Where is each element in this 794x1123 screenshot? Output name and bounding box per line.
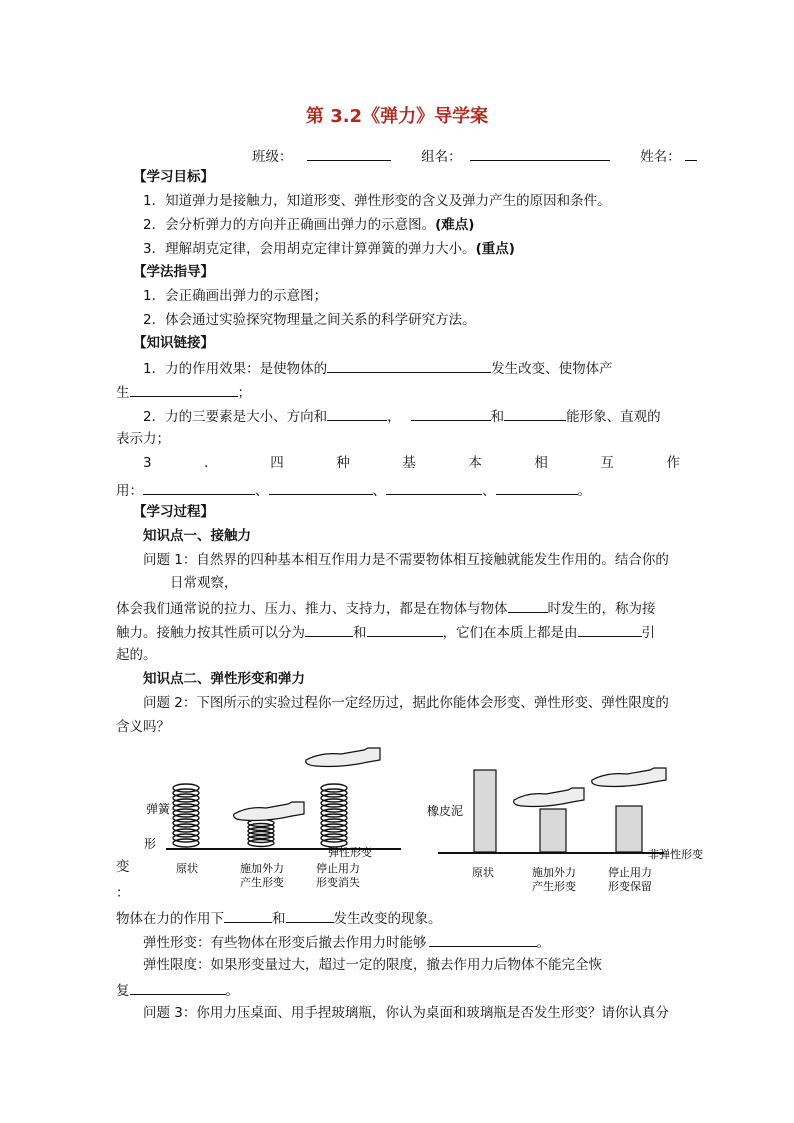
goal-3-text: 3．理解胡克定律，会用胡克定律计算弹簧的弹力大小。 <box>143 241 476 257</box>
class-blank[interactable] <box>307 146 391 161</box>
link-q3-char: 基 <box>402 455 416 471</box>
method-1: 1．会正确画出弹力的示意图； <box>143 288 328 304</box>
right-side-label: 非弹性形变 <box>648 848 703 861</box>
link-q3-blank-4[interactable] <box>496 480 578 495</box>
link-q1-text-b: 发生改变、使物体产 <box>491 361 613 377</box>
link-q3-sep: 、 <box>372 483 386 499</box>
def-1-text-a: 物体在力的作用下 <box>116 911 224 927</box>
goal-1: 1．知道弹力是接触力，知道形变、弹性形变的含义及弹力产生的原因和条件。 <box>143 193 611 209</box>
link-q2-text-c: 和 <box>490 409 505 425</box>
link-q3-char: 作 <box>666 455 680 471</box>
problem-1-text-h: 引 <box>641 625 655 641</box>
class-label: 班级： <box>252 149 293 165</box>
hand-pressing-clay-icon <box>514 788 584 807</box>
left-caption-apply: 施加外力 <box>240 862 284 875</box>
left-side-label: 弹性形变 <box>328 846 372 859</box>
link-q1-text-c: 生 <box>116 385 130 401</box>
right-caption-apply: 施加外力 <box>532 866 576 879</box>
hand-pressing-icon <box>234 802 304 821</box>
link-q3-sep: 、 <box>255 483 269 499</box>
problem-1-text-d: 时发生的，称为接 <box>547 601 656 617</box>
link-q2-blank-1[interactable] <box>327 406 387 421</box>
side-label-xing: 形 <box>144 837 157 851</box>
problem-1-line5: 起的。 <box>116 647 157 663</box>
info-row <box>252 146 697 166</box>
link-q2-line1 <box>143 406 661 426</box>
knowledge-1-heading: 知识点一、接触力 <box>143 528 251 544</box>
def-2-text-a: 弹性形变：有些物体在形变后撤去作用力时能够 <box>143 935 427 951</box>
method-2: 2．体会通过实验探究物理量之间关系的科学研究方法。 <box>143 312 476 328</box>
problem-1-text-c: 体会我们通常说的拉力、压力、推力、支持力，都是在物体与物体 <box>116 601 508 617</box>
link-q2-blank-3[interactable] <box>504 406 566 421</box>
link-q3-sep: 、 <box>482 483 496 499</box>
deformation-figure <box>116 742 716 902</box>
problem-1-line4 <box>116 622 655 642</box>
spring-compressed <box>248 820 274 847</box>
link-q1-text-d: ； <box>237 385 251 401</box>
spring-original <box>173 784 199 847</box>
def-1-text-c: 发生改变的现象。 <box>333 911 442 927</box>
def-2-blank[interactable] <box>429 932 537 947</box>
link-q1-text-a: 1．力的作用效果：是使物体的 <box>143 361 328 377</box>
group-label: 组名： <box>421 149 462 165</box>
side-label-colon: ： <box>116 885 130 901</box>
left-caption-stop: 停止用力 <box>316 862 360 875</box>
link-q3-end: 。 <box>577 483 591 499</box>
goal-3-tag: (重点) <box>475 241 515 257</box>
page-title: 第 3.2《弹力》导学案 <box>305 106 489 127</box>
problem-1-blank-3[interactable] <box>367 622 443 637</box>
link-q3-blank-1[interactable] <box>143 480 255 495</box>
spring-label: 弹簧 <box>146 802 171 816</box>
link-q3-char: 3 <box>143 455 152 471</box>
problem-1-blank-2[interactable] <box>305 622 353 637</box>
problem-1-blank-4[interactable] <box>578 622 642 637</box>
definition-elastic <box>143 932 550 952</box>
problem-1-line1: 问题 1：自然界的四种基本相互作用力是不需要物体相互接触就能发生作用的。结合你的 <box>143 552 669 568</box>
problem-3-line1: 问题 3：你用力压桌面、用手捏玻璃瓶，你认为桌面和玻璃瓶是否发生形变？请你认真分 <box>143 1005 669 1021</box>
hand-lifted-clay-icon <box>592 768 666 787</box>
problem-1-text-g: ，它们在本质上都是由 <box>442 625 578 641</box>
def-2-text-b: 。 <box>536 935 550 951</box>
link-q1-blank-1[interactable] <box>327 358 491 373</box>
clay-original <box>474 770 496 852</box>
def-3-text-b: 复 <box>116 983 130 999</box>
link-q3-char: 四 <box>270 455 284 471</box>
problem-2-line1: 问题 2：下图所示的实验过程你一定经历过，据此你能体会形变、弹性形变、弹性限度的 <box>143 695 669 711</box>
name-blank[interactable] <box>685 146 697 161</box>
method-heading: 【学法指导】 <box>133 264 214 280</box>
name-label: 姓名： <box>640 149 681 165</box>
link-q2-text-b: ， <box>387 409 401 425</box>
clay-compressed <box>540 809 566 852</box>
problem-1-text-f: 和 <box>353 625 367 641</box>
clay-label: 橡皮泥 <box>427 804 464 818</box>
goal-2-tag: (难点) <box>435 217 475 233</box>
hand-lifted-icon <box>306 748 380 767</box>
problem-1-text-e: 触力。接触力按其性质可以分为 <box>116 625 305 641</box>
spring-restored <box>321 784 347 847</box>
link-q3-blank-2[interactable] <box>269 480 373 495</box>
left-caption-original: 原状 <box>176 862 198 875</box>
problem-1-blank-1[interactable] <box>508 598 548 613</box>
goal-2-text: 2．会分析弹力的方向并正确画出弹力的示意图。 <box>143 217 436 233</box>
def-1-text-b: 和 <box>272 911 286 927</box>
right-caption-original: 原状 <box>472 866 494 879</box>
link-q1-line2 <box>116 382 251 402</box>
link-q1-blank-2[interactable] <box>130 382 238 397</box>
group-blank[interactable] <box>470 146 610 161</box>
link-q3-line2 <box>116 480 591 500</box>
goal-3 <box>143 240 515 258</box>
links-heading: 【知识链接】 <box>133 335 214 351</box>
process-heading: 【学习过程】 <box>133 504 214 520</box>
left-caption-vanish: 形变消失 <box>316 876 360 889</box>
definition-limit-line2 <box>116 980 239 1000</box>
link-q2-text-d: 能形象、直观的 <box>566 409 661 425</box>
link-q3-char: 种 <box>336 455 350 471</box>
goal-2 <box>143 216 474 234</box>
link-q2-blank-2[interactable] <box>411 406 491 421</box>
problem-1-line3 <box>116 598 656 618</box>
def-1-blank-1[interactable] <box>224 908 272 923</box>
link-q3-blank-3[interactable] <box>386 480 482 495</box>
link-q3-char: ． <box>204 455 218 471</box>
link-q3-char: 互 <box>600 455 614 471</box>
right-caption-deform: 产生形变 <box>532 880 576 893</box>
def-1-blank-2[interactable] <box>286 908 334 923</box>
definition-deformation <box>116 908 442 928</box>
right-caption-remain: 形变保留 <box>608 880 652 893</box>
knowledge-2-heading: 知识点二、弹性形变和弹力 <box>143 671 305 687</box>
link-q1-line1 <box>143 358 613 378</box>
link-q3-text-b: 用： <box>116 483 143 499</box>
def-3-blank[interactable] <box>130 980 226 995</box>
definition-limit-line1: 弹性限度：如果形变量过大，超过一定的限度，撤去作用力后物体不能完全恢 <box>143 957 602 973</box>
goals-heading: 【学习目标】 <box>133 169 214 185</box>
problem-1-line2: 日常观察， <box>170 575 238 591</box>
problem-2-line2: 含义吗？ <box>116 719 170 735</box>
link-q3-char: 本 <box>468 455 482 471</box>
clay-remained <box>616 806 642 852</box>
link-q2-line2: 表示力； <box>116 431 170 447</box>
link-q2-text-a: 2．力的三要素是大小、方向和 <box>143 409 328 425</box>
link-q3-char: 相 <box>534 455 548 471</box>
left-caption-deform: 产生形变 <box>240 876 284 889</box>
side-label-bian: 变 <box>116 859 130 875</box>
right-caption-stop: 停止用力 <box>608 866 652 879</box>
def-3-text-c: 。 <box>225 983 239 999</box>
link-q3-line1 <box>143 454 680 472</box>
